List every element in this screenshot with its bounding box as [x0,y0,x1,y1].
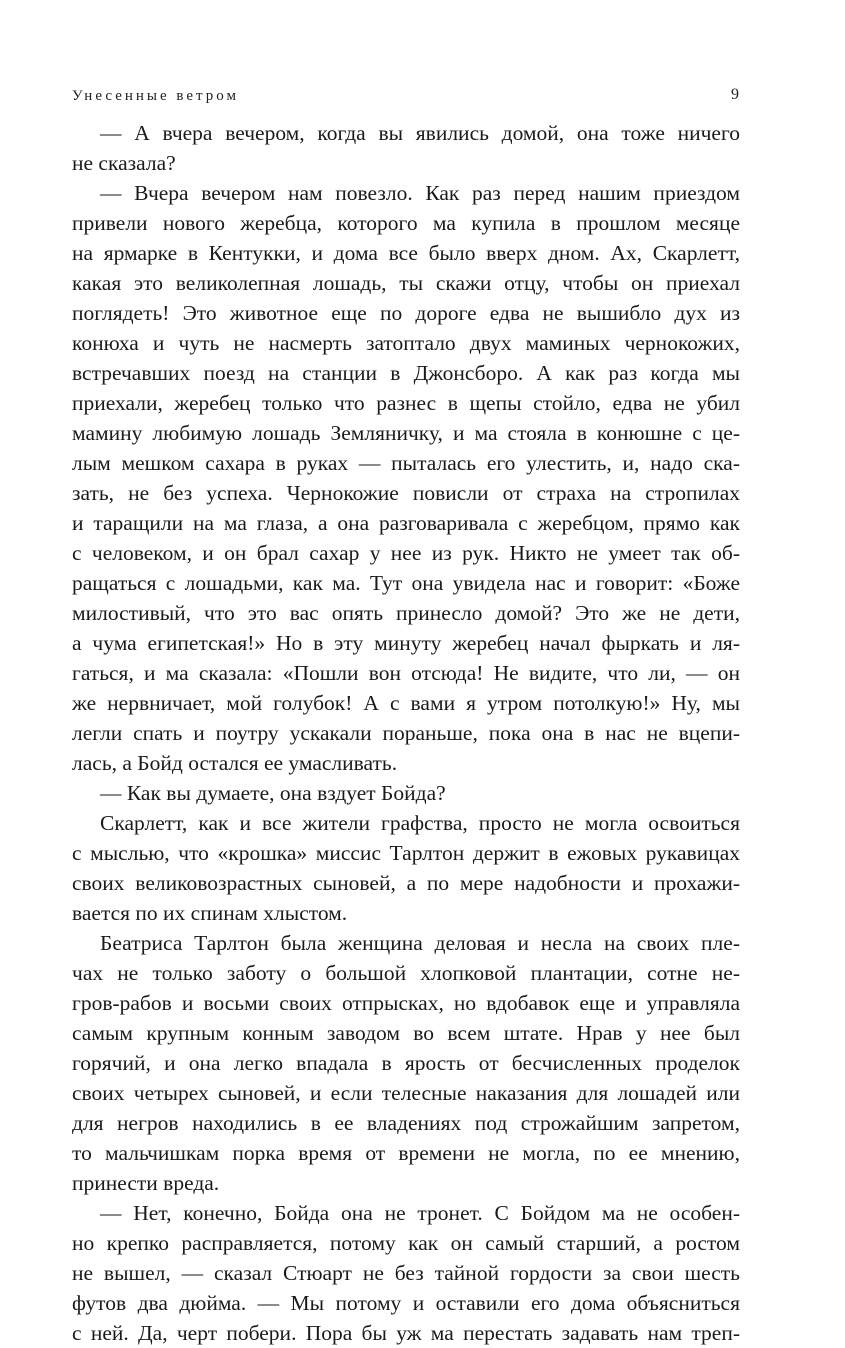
text-line: не вышел, — сказал Стюарт не без тайной гордости за свои шесть [72,1261,740,1285]
text-line: лым мешком сахара в руках — пыталась его улестить, и, надо ска- [72,451,740,475]
text-line: — Вчера вечером нам повезло. Как раз перед нашим приездом [100,181,740,205]
paragraph [72,928,740,1198]
text-line: Беатриса Тарлтон была женщина деловая и несла на своих пле- [100,931,740,955]
body-text [72,118,740,1348]
text-line: не сказала? [72,151,176,175]
text-line: футов два дюйма. — Мы потому и оставили его дома объясниться [72,1291,740,1315]
text-line: вается по их спинам хлыстом. [72,901,348,925]
text-line: принести вреда. [72,1171,220,1195]
text-line: поглядеть! Это животное еще по дороге едва не вышибло дух из [72,301,740,325]
text-line: — Нет, конечно, Бойда она не тронет. С Бойдом ма не особен- [100,1201,740,1225]
text-line: на ярмарке в Кентукки, и дома все было вверх дном. Ах, Скарлетт, [72,241,740,265]
text-line: то мальчишкам порка время от времени не могла, по ее мнению, [72,1141,740,1165]
text-line: своих четырех сыновей, и если телесные наказания для лошадей или [72,1081,740,1105]
text-line: горячий, и она легко впадала в ярость от бесчисленных проделок [72,1051,740,1075]
text-line: конюха и чуть не насмерть затоптало двух маминых чернокожих, [72,331,740,355]
text-line: чах не только заботу о большой хлопковой плантации, сотне не- [72,961,740,985]
text-line: с мыслью, что «крошка» миссис Тарлтон держит в ежовых рукавицах [72,841,740,865]
text-line: легли спать и поутру ускакали пораньше, пока она в нас не вцепи- [72,721,740,745]
text-line: с ней. Да, черт побери. Пора бы уж ма перестать задавать нам треп- [72,1321,740,1345]
page-number: 9 [731,86,739,103]
running-head: Унесенные ветром [72,88,239,104]
text-line: самым крупным конным заводом во всем штате. Нрав у нее был [72,1021,740,1045]
text-line: лась, а Бойд остался ее умасливать. [72,751,398,775]
paragraph [72,118,740,178]
text-line: какая это великолепная лошадь, ты скажи отцу, чтобы он приехал [72,271,740,295]
text-line: ращаться с лошадьми, как ма. Тут она увидела нас и говорит: «Боже [72,571,740,595]
text-line: Скарлетт, как и все жители графства, просто не могла освоиться [100,811,740,835]
paragraph [72,178,740,778]
text-line: мамину любимую лошадь Земляничку, и ма стояла в конюшне с це- [72,421,740,445]
text-line: с человеком, и он брал сахар у нее из рук. Никто не умеет так об- [72,541,740,565]
text-line: приехали, жеребец только что разнес в щепы стойло, едва не убил [72,391,740,415]
text-line: а чума египетская!» Но в эту минуту жеребец начал фыркать и ля- [72,631,740,655]
text-line: — Как вы думаете, она вздует Бойда? [100,781,446,805]
text-line: гров-рабов и восьми своих отпрысках, но вдобавок еще и управляла [72,991,740,1015]
text-line: своих великовозрастных сыновей, а по мере надобности и прохажи- [72,871,740,895]
text-line: гаться, и ма сказала: «Пошли вон отсюда! Не видите, что ли, — он [72,661,740,685]
paragraph [72,808,740,928]
text-line: зать, не без успеха. Чернокожие повисли от страха на стропилах [72,481,740,505]
paragraph [72,1198,740,1348]
text-line: для негров находились в ее владениях под строжайшим запретом, [72,1111,740,1135]
text-line: же нервничает, мой голубок! А с вами я утром потолкую!» Ну, мы [72,691,740,715]
text-line: встречавших поезд на станции в Джонсборо. А как раз когда мы [72,361,740,385]
text-line: но крепко расправляется, потому как он самый старший, а ростом [72,1231,740,1255]
text-line: милостивый, что это вас опять принесло домой? Это же не дети, [72,601,740,625]
paragraph [72,778,740,808]
text-line: привели нового жеребца, которого ма купила в прошлом месяце [72,211,740,235]
text-line: — А вчера вечером, когда вы явились домой, она тоже ничего [100,121,740,145]
text-line: и таращили на ма глаза, а она разговаривала с жеребцом, прямо как [72,511,740,535]
